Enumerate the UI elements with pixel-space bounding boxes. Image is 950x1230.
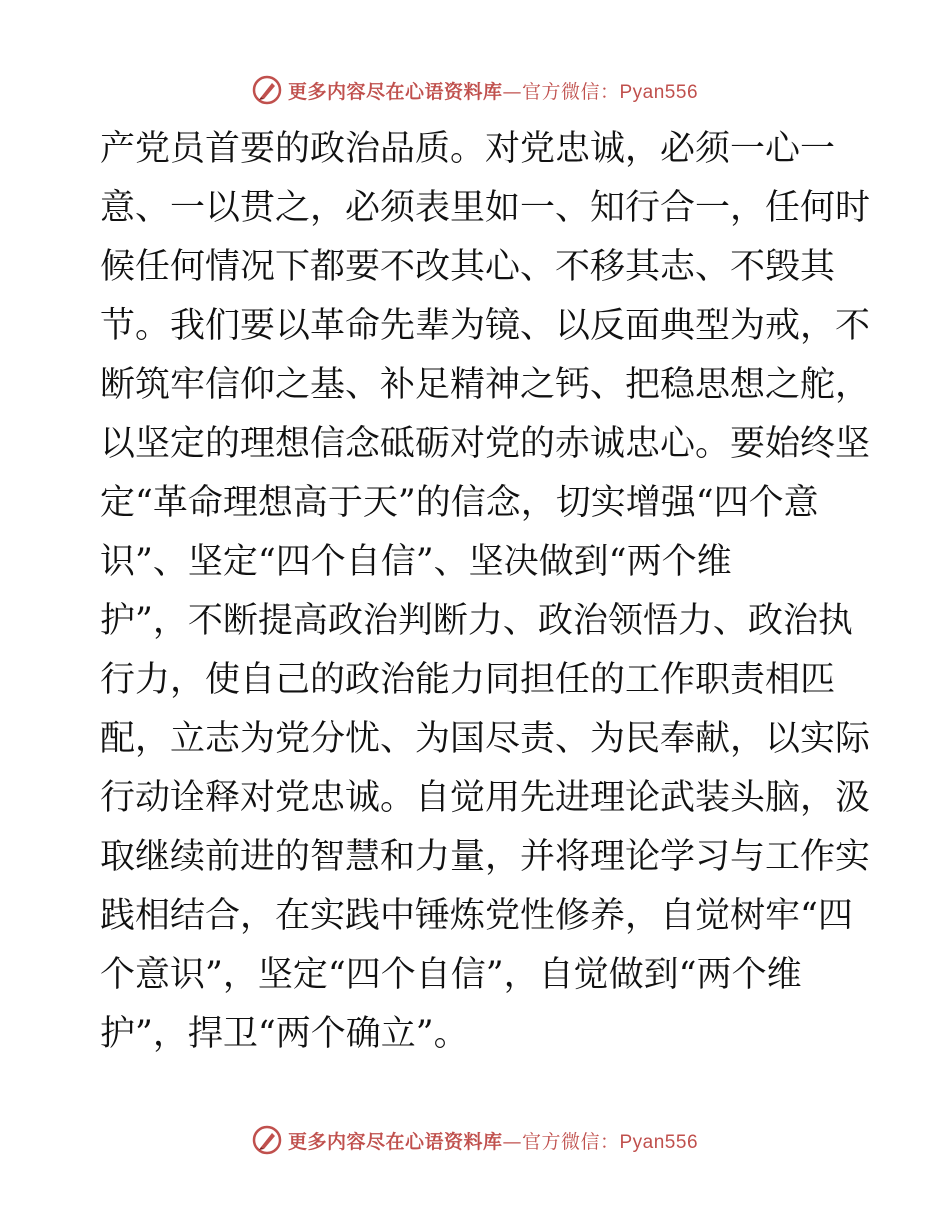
body-line: 取继续前进的智慧和力量，并将理论学习与工作实 <box>100 837 871 877</box>
footer-banner <box>0 1120 950 1160</box>
header-banner-text <box>288 77 698 104</box>
footer-banner-text <box>288 1127 698 1154</box>
header-banner-separator: — <box>502 80 522 103</box>
header-banner <box>0 70 950 110</box>
body-line: 行力，使自己的政治能力同担任的工作职责相匹 <box>100 660 836 700</box>
body-line: 配，立志为党分忧、为国尽责、为民奉献，以实际 <box>100 719 871 759</box>
body-line: 断筑牢信仰之基、补足精神之钙、把稳思想之舵， <box>100 365 871 405</box>
body-line: 以坚定的理想信念砥砺对党的赤诚忠心。要始终坚 <box>100 424 871 464</box>
footer-banner-wechat-label: 官方微信： <box>521 1130 620 1153</box>
body-line: 意、一以贯之，必须表里如一、知行合一，任何时 <box>100 188 871 228</box>
footer-banner-separator: — <box>502 1130 522 1153</box>
body-line: 护”，不断提高政治判断力、政治领悟力、政治执 <box>100 601 853 641</box>
feather-pen-logo-icon <box>252 1125 282 1155</box>
footer-banner-main: 更多内容尽在心语资料库 <box>287 1130 503 1153</box>
body-line: 护”，捍卫“两个确立”。 <box>100 1014 469 1054</box>
footer-banner-wechat-id: Pyan556 <box>619 1131 699 1153</box>
body-line: 个意识”，坚定“四个自信”，自觉做到“两个维 <box>100 955 802 995</box>
body-line: 践相结合，在实践中锤炼党性修养，自觉树牢“四 <box>100 896 853 936</box>
body-line: 识”、坚定“四个自信”、坚决做到“两个维 <box>100 542 732 582</box>
header-banner-wechat-label: 官方微信： <box>521 80 620 103</box>
body-line: 候任何情况下都要不改其心、不移其志、不毁其 <box>100 247 836 287</box>
body-line: 定“革命理想高于天”的信念，切实增强“四个意 <box>100 483 819 523</box>
document-body <box>100 120 871 1064</box>
body-line: 行动诠释对党忠诚。自觉用先进理论武装头脑，汲 <box>100 778 871 818</box>
body-line: 产党员首要的政治品质。对党忠诚，必须一心一 <box>100 129 836 169</box>
header-banner-main: 更多内容尽在心语资料库 <box>287 80 503 103</box>
header-banner-wechat-id: Pyan556 <box>619 81 699 103</box>
body-line: 节。我们要以革命先辈为镜、以反面典型为戒，不 <box>100 306 871 346</box>
feather-pen-logo-icon <box>252 75 282 105</box>
